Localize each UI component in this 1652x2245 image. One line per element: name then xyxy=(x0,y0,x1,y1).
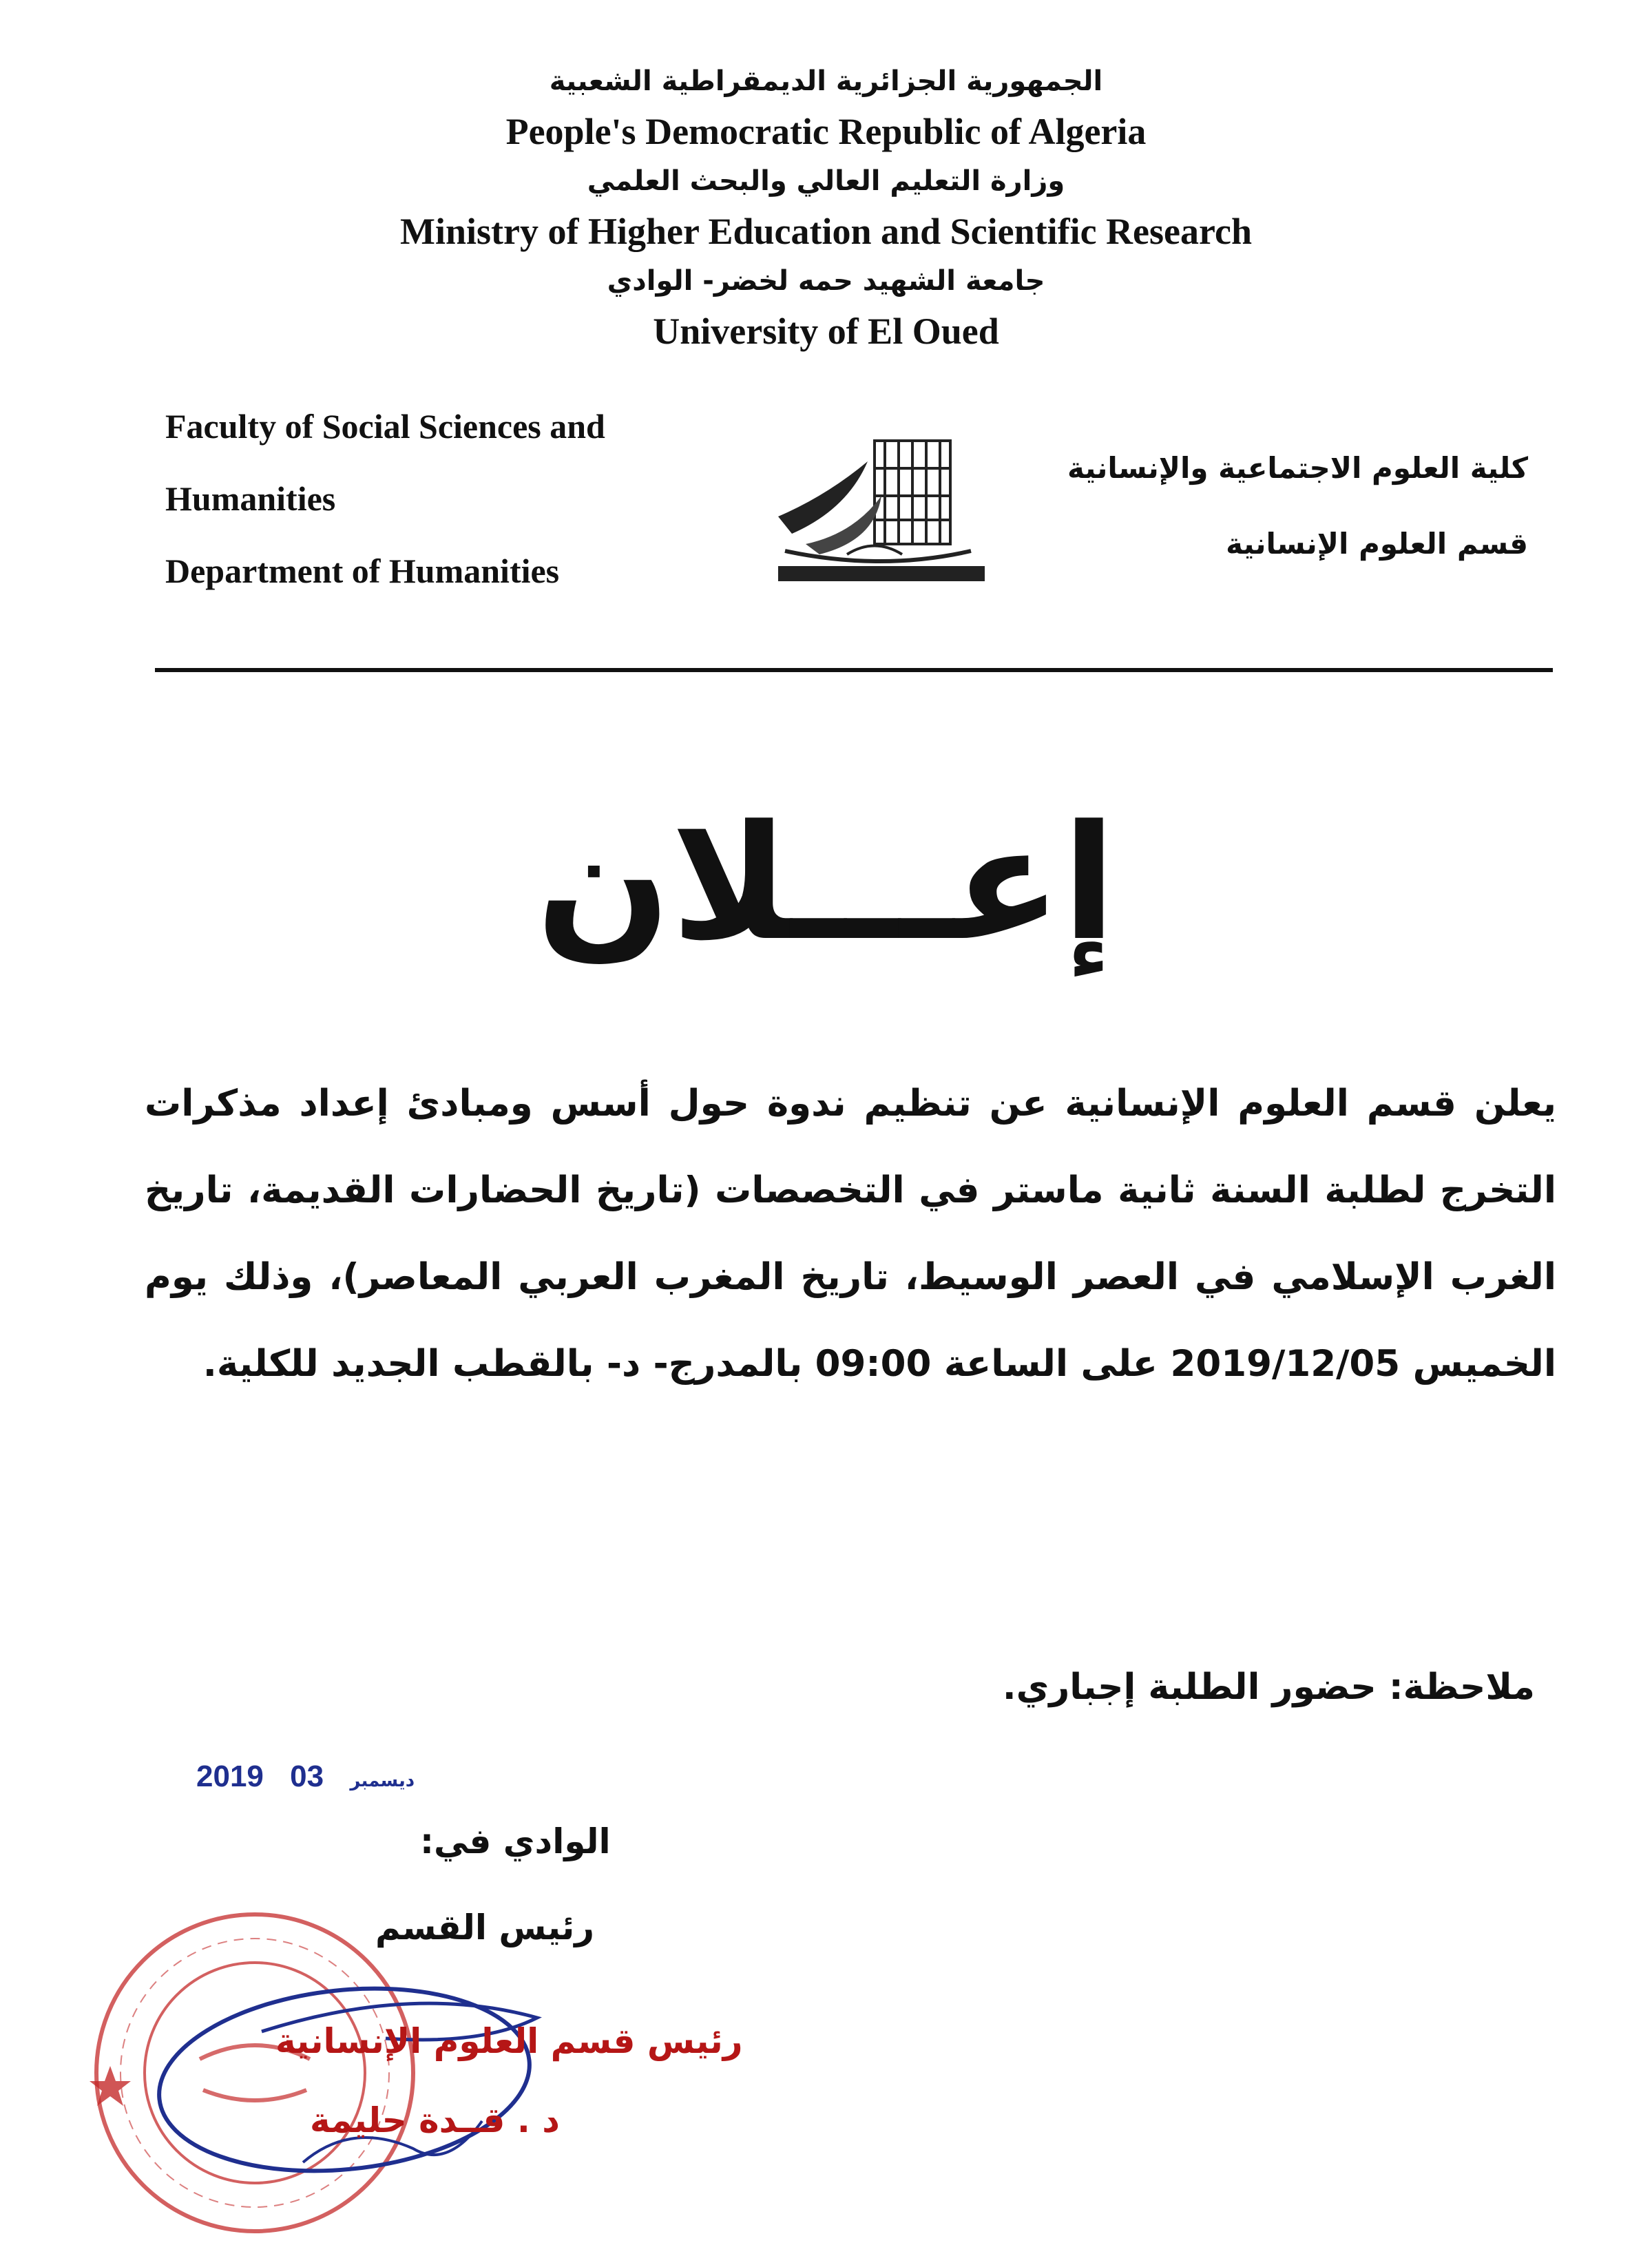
date-stamp-month: ديسمبر xyxy=(350,1771,415,1791)
date-stamp-year: 2019 xyxy=(196,1760,264,1793)
stamp-title: رئيس قسم العلوم الإنسانية xyxy=(275,2021,743,2061)
faculty-name-english-line2: Humanities xyxy=(165,479,336,518)
university-logo xyxy=(764,413,998,592)
department-name-english: Department of Humanities xyxy=(165,552,560,590)
announcement-body: يعلن قسم العلوم الإنسانية عن تنظيم ندوة حول أسس ومبادئ إعداد مذكرات التخرج لطلبة السنة ثانية ماستر في التخصصات (تاريخ الحضارات القديمة، تاريخ الغرب الإسلامي في العصر الوسيط، تاريخ المغرب العربي المعاصر)، وذلك يوم الخميس 2019/12/05 على الساعة 09:00 بالمدرج- د- بالقطب الجديد للكلية. xyxy=(145,1083,1556,1385)
date-stamp-day: 03 xyxy=(290,1760,324,1793)
department-name-arabic: قسم العلوم الإنسانية xyxy=(1226,527,1528,561)
ministry-name-english: Ministry of Higher Education and Scientific Research xyxy=(400,211,1252,252)
country-name-arabic: الجمهورية الجزائرية الديمقراطية الشعبية xyxy=(549,65,1103,97)
stamp-name: د . قــدة حليمة xyxy=(310,2100,560,2140)
signatory-title: رئيس القسم xyxy=(375,1908,595,1948)
attendance-note: ملاحظة: حضور الطلبة إجباري. xyxy=(1002,1667,1535,1708)
faculty-name-arabic: كلية العلوم الاجتماعية والإنسانية xyxy=(1067,451,1528,485)
header-divider xyxy=(155,668,1553,672)
signature xyxy=(124,1942,661,2231)
place-date-line: الوادي في: xyxy=(420,1821,611,1861)
university-name-english: University of El Oued xyxy=(653,311,999,352)
country-name-english: People's Democratic Republic of Algeria xyxy=(505,111,1147,152)
university-name-arabic: جامعة الشهيد حمه لخضر- الوادي xyxy=(607,265,1045,297)
announcement-title: إعـــلان xyxy=(536,792,1116,976)
date-stamp xyxy=(196,1760,432,1794)
ministry-name-arabic: وزارة التعليم العالي والبحث العلمي xyxy=(587,165,1065,197)
faculty-name-english-line1: Faculty of Social Sciences and xyxy=(165,407,605,446)
